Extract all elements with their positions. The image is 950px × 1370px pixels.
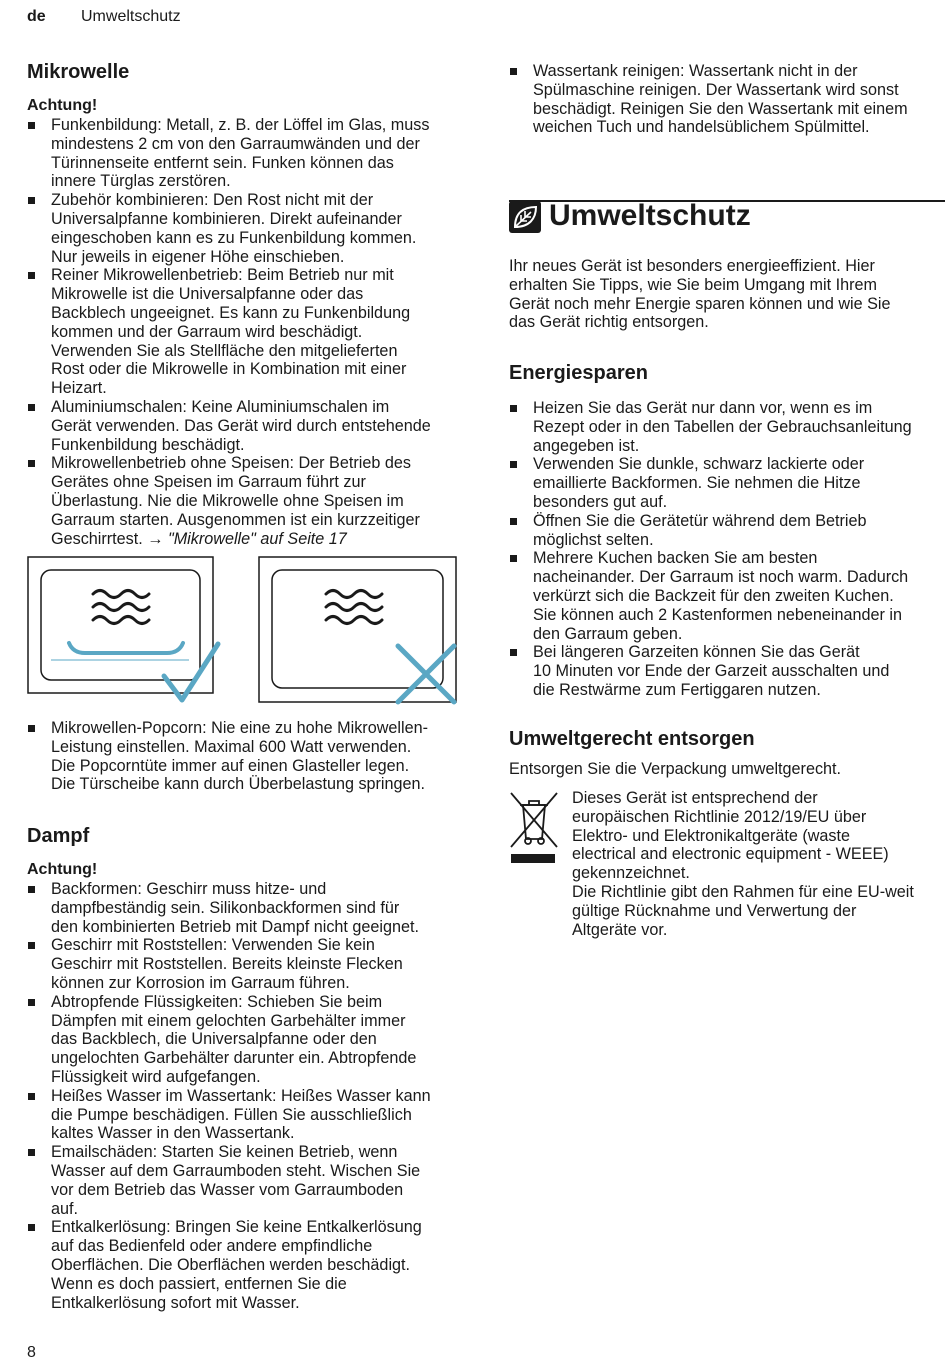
dampf-list: [27, 880, 467, 1312]
list-item: Heizen Sie das Gerät nur dann vor, wenn es im Rezept oder in den Tabellen der Gebrauchsanleitung angegeben ist.: [509, 399, 945, 455]
list-item: Verwenden Sie dunkle, schwarz lackierte oder emaillierte Backformen. Sie nehmen die Hitze besonders gut auf.: [509, 455, 945, 511]
language-code: de: [27, 8, 46, 25]
microwave-illustrations: [27, 556, 467, 706]
list-item: Mikrowellen-Popcorn: Nie eine zu hohe Mikrowellen- Leistung einstellen. Maximal 600 Watt verwenden. Die Popcorntüte immer auf einen Glasteller legen. Die Türscheibe kann durch Überbelastung springen.: [27, 719, 467, 794]
list-item: Geschirr mit Roststellen: Verwenden Sie kein Geschirr mit Roststellen. Bereits kleinste Flecken können zur Korrosion im Garraum führen.: [27, 936, 467, 992]
list-item: Abtropfende Flüssigkeiten: Schieben Sie beim Dämpfen mit einem gelochten Garbehälter immer das Backblech, die Universalpfanne oder den ungelochten Garbehälter darunter ein. Abtropfende Flüssigkeit wird aufgefangen.: [27, 993, 467, 1087]
list-item: Zubehör kombinieren: Den Rost nicht mit der Universalpfanne kombinieren. Direkt aufeinander eingeschoben kann es zu Funkenbildung kommen. Nur jeweils in eigener Höhe einschieben.: [27, 191, 467, 266]
warning-label: Achtung!: [27, 861, 98, 878]
heading-dampf: Dampf: [27, 825, 90, 847]
list-item: Heißes Wasser im Wassertank: Heißes Wasser kann die Pumpe beschädigen. Füllen Sie ausschließlich kaltes Wasser in den Wassertank.: [27, 1087, 467, 1143]
incorrect-usage-figure: [258, 556, 468, 706]
leaf-icon: [509, 201, 541, 233]
heading-mikrowelle: Mikrowelle: [27, 61, 130, 83]
energie-list: [509, 399, 945, 700]
wassertank-list: [509, 62, 945, 137]
page-number: 8: [27, 1344, 36, 1361]
warning-label: Achtung!: [27, 97, 98, 114]
list-item: Emailschäden: Starten Sie keinen Betrieb, wenn Wasser auf dem Garraumboden steht. Wischen Sie vor dem Betrieb das Wasser vom Garraumboden auf.: [27, 1143, 467, 1218]
page-title: Umweltschutz: [549, 199, 751, 232]
microwave-waves-icon: [93, 591, 149, 624]
heading-entsorgen: Umweltgerecht entsorgen: [509, 728, 755, 750]
list-item: Wassertank reinigen: Wassertank nicht in der Spülmaschine reinigen. Der Wassertank wird sonst beschädigt. Reinigen Sie den Wassertank mit einem weichen Tuch und handelsüblichem Spülmittel.: [509, 62, 945, 137]
umweltschutz-title-block: [509, 197, 945, 237]
dish-icon: [69, 643, 183, 653]
list-item: Entkalkerlösung: Bringen Sie keine Entkalkerlösung auf das Bedienfeld oder andere empfindliche Oberflächen. Die Oberflächen werden beschädigt. Wenn es doch passiert, entfernen Sie die Entkalkerlösung sofort mit Wasser.: [27, 1218, 467, 1312]
page-header: [27, 8, 181, 26]
cross-reference-link[interactable]: → "Mikrowelle" auf Seite 17: [147, 529, 347, 548]
list-item: Bei längeren Garzeiten können Sie das Gerät 10 Minuten vor Ende der Garzeit ausschalten und die Restwärme zum Fertiggaren nutzen.: [509, 643, 945, 699]
mikrowelle-list: [27, 116, 467, 548]
arrow-right-icon: →: [147, 529, 164, 548]
heading-energiesparen: Energiesparen: [509, 362, 648, 384]
correct-usage-figure: [27, 556, 227, 706]
list-item: Mikrowellenbetrieb ohne Speisen: Der Betrieb des Gerätes ohne Speisen im Garraum führt zur Überlastung. Nie die Mikrowelle ohne Speisen im Garraum starten. Ausgenommen ist ein kurzzeitiger Geschirrtest. → "Mikrowelle" auf Seite 17: [27, 454, 467, 548]
list-item: Funkenbildung: Metall, z. B. der Löffel im Glas, muss mindestens 2 cm von den Garraumwänden und der Türinnenseite entfernt sein. Funken können das innere Türglas zerstören.: [27, 116, 467, 191]
list-item: Aluminiumschalen: Keine Aluminiumschalen im Gerät verwenden. Das Gerät wird durch entstehende Funkenbildung beschädigt.: [27, 398, 467, 454]
popcorn-list: [27, 719, 467, 794]
cross-icon: [398, 646, 454, 702]
header-section: Umweltschutz: [81, 8, 181, 25]
crossed-bin-icon: [509, 791, 559, 866]
weee-text: Dieses Gerät ist entsprechend der europäischen Richtlinie 2012/19/EU über Elektro- und Elektronikaltgeräte (waste electrical and electronic equipment - WEEE) gekennzeichnet. Die Richtlinie gibt den Rahmen für eine EU-weit gültige Rücknahme und Verwertung der Altgeräte vor.: [572, 789, 914, 939]
list-item: Öffnen Sie die Gerätetür während dem Betrieb möglichst selten.: [509, 512, 945, 550]
list-item: Mehrere Kuchen backen Sie am besten nacheinander. Der Garraum ist noch warm. Dadurch verkürzt sich die Backzeit für den zweiten Kuchen. Sie können auch 2 Kastenformen nebeneinander in den Garraum geben.: [509, 549, 945, 643]
entsorgen-intro: Entsorgen Sie die Verpackung umweltgerecht.: [509, 760, 842, 778]
microwave-waves-icon: [326, 591, 382, 624]
list-item: Reiner Mikrowellenbetrieb: Beim Betrieb nur mit Mikrowelle ist die Universalpfanne oder das Backblech ungeeignet. Es kann zu Funkenbildung kommen und der Garraum wird beschädigt. Verwenden Sie als Stellfläche den mitgelieferten Rost oder die Mikrowelle in Kombination mit einer Heizart.: [27, 266, 467, 398]
list-item: Backformen: Geschirr muss hitze- und dampfbeständig sein. Silikonbackformen sind für den kombinierten Betrieb mit Dampf nicht geeignet.: [27, 880, 467, 936]
umwelt-intro: Ihr neues Gerät ist besonders energieeffizient. Hier erhalten Sie Tipps, wie Sie beim Umgang mit Ihrem Gerät noch mehr Energie sparen können und wie Sie das Gerät richtig entsorgen.: [509, 257, 891, 332]
